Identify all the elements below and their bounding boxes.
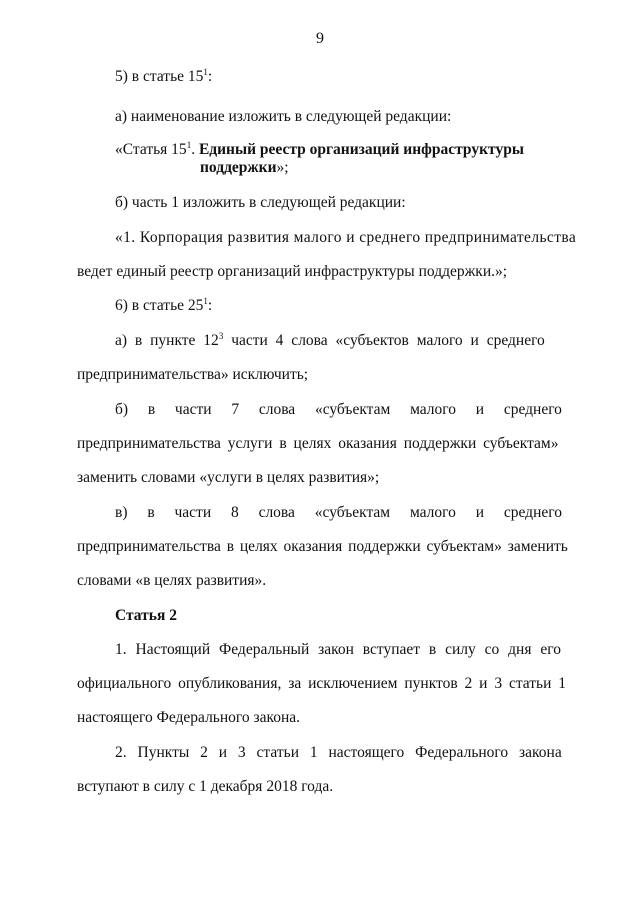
word: 8 bbox=[230, 504, 239, 521]
text: : bbox=[207, 297, 213, 314]
word: в bbox=[147, 401, 156, 418]
text: «Статья 15 bbox=[115, 141, 187, 158]
word: «субъектам bbox=[314, 401, 391, 418]
word: б) bbox=[115, 401, 129, 418]
bold-title: поддержки bbox=[200, 159, 277, 176]
bold-title: Единый реестр организаций инфраструктуры bbox=[198, 141, 524, 158]
article-2-p1-line-1: 1. Настоящий Федеральный закон вступает в силу со дня его bbox=[115, 641, 561, 658]
word: среднего bbox=[503, 504, 562, 521]
paragraph-1-line-1: «1. Корпорация развития малого и среднего предпринимательства bbox=[115, 229, 577, 246]
subitem-b: б) часть 1 изложить в следующей редакции: bbox=[115, 194, 406, 211]
subitem-b-line-1 bbox=[115, 400, 562, 420]
word: 7 bbox=[231, 401, 240, 418]
word: в bbox=[147, 504, 155, 521]
page-number: 9 bbox=[316, 30, 324, 47]
subitem-a: а) наименование изложить в следующей редакции: bbox=[115, 108, 452, 125]
word: слова bbox=[258, 401, 296, 418]
text: 6) в статье 25 bbox=[115, 297, 204, 314]
word: среднего bbox=[503, 401, 562, 418]
text: части 4 слова «субъектов малого и среднего bbox=[231, 332, 545, 349]
subitem-v-line-1 bbox=[115, 503, 562, 523]
subitem-v-line-3: словами «в целях развития». bbox=[77, 572, 267, 589]
text: . bbox=[191, 141, 196, 158]
superscript: 1 bbox=[203, 67, 208, 77]
word: в) bbox=[115, 504, 128, 521]
article-2-p1-line-3: настоящего Федерального закона. bbox=[77, 709, 301, 726]
word: и bbox=[475, 401, 485, 418]
word: слова bbox=[258, 504, 295, 521]
item-5-heading bbox=[115, 67, 212, 88]
subitem-a-line-2: предпринимательства» исключить; bbox=[77, 366, 309, 383]
superscript: 1 bbox=[186, 140, 192, 150]
word: малого bbox=[409, 504, 456, 521]
article-2-heading: Статья 2 bbox=[115, 607, 177, 624]
paragraph-1-line-2: ведет единый реестр организаций инфраструктуры поддержки.»; bbox=[77, 263, 508, 280]
subitem-b-line-2: предпринимательства услуги в целях оказания поддержки субъектам» bbox=[77, 435, 559, 452]
article-2-p2-line-1: 2. Пункты 2 и 3 статьи 1 настоящего Федерального закона bbox=[115, 744, 562, 761]
superscript: 3 bbox=[218, 331, 224, 341]
superscript: 1 bbox=[203, 296, 208, 306]
article-2-p2-line-2: вступают в силу с 1 декабря 2018 года. bbox=[77, 778, 334, 795]
article-title-line-2 bbox=[200, 158, 289, 178]
text: 5) в статье 15 bbox=[115, 68, 204, 85]
word: части bbox=[174, 504, 212, 521]
article-title-line-1 bbox=[115, 140, 524, 161]
article-2-p1-line-2: официального опубликования, за исключением пунктов 2 и 3 статьи 1 bbox=[77, 675, 567, 692]
subitem-a-line-1 bbox=[115, 331, 545, 352]
text: : bbox=[207, 68, 213, 85]
word: «субъектам bbox=[314, 504, 391, 521]
word: части bbox=[174, 401, 212, 418]
subitem-v-line-2: предпринимательства в целях оказания поддержки субъектам» заменить bbox=[77, 538, 568, 555]
subitem-b-line-3: заменить словами «услуги в целях развития»; bbox=[77, 469, 380, 486]
word: и bbox=[475, 504, 485, 521]
item-6-heading bbox=[115, 296, 212, 317]
text: »; bbox=[276, 159, 289, 176]
text: а) в пункте 12 bbox=[115, 332, 219, 349]
word: малого bbox=[410, 401, 456, 418]
